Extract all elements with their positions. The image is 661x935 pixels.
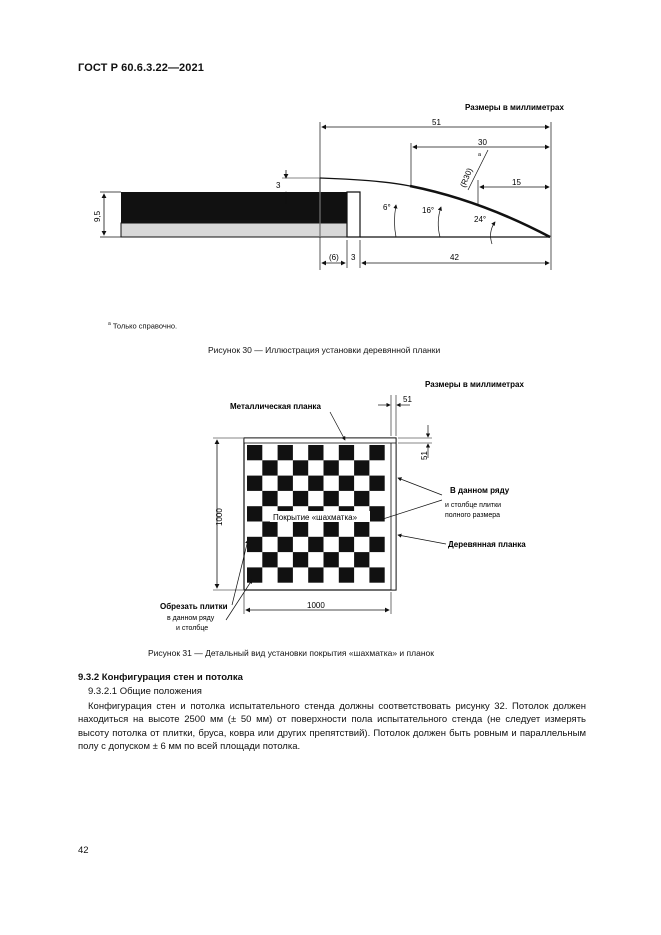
metal-strip-top (244, 438, 396, 443)
checker-square (278, 445, 293, 460)
checker-square (247, 476, 262, 491)
checker-label: Покрытие «шахматка» (273, 513, 358, 522)
checker-square (369, 445, 384, 460)
checker-square (247, 445, 262, 460)
section-title: 9.3.2 Конфигурация стен и потолка (78, 672, 243, 683)
row-note-3: полного размера (445, 512, 501, 519)
dim-9-5: 9,5 (93, 210, 102, 222)
dim-3-gap: 3 (351, 253, 356, 262)
dim-51-top: 51 (403, 395, 412, 404)
footnote-text: Только справочно. (112, 321, 178, 331)
checker-square (308, 445, 323, 460)
tile-grey-layer (121, 223, 347, 237)
checker-square (278, 567, 293, 582)
section-paragraph: Конфигурация стен и потолка испытательного стенда должны соответствовать рисунку 32. Потолок должен находиться на высоте 2500 мм (± 50 мм) от поверхности пола испытательного стенда (не следует измерять высоту потолка от плитки, бруса, ковра или других препятствий). Потолок должен быть ровным и параллельным полу с допуском ± 6 мм по всей площади потолка. (78, 701, 586, 753)
dim-1000-horizontal: 1000 (307, 601, 325, 610)
checker-square (262, 491, 277, 506)
checker-square (354, 522, 369, 537)
checker-square (369, 476, 384, 491)
angle-6: 6° (383, 203, 391, 212)
dim-42: 42 (450, 253, 459, 262)
document-header: ГОСТ Р 60.6.3.22—2021 (78, 62, 204, 74)
figure-31-drawing (0, 360, 661, 650)
checker-square (247, 537, 262, 552)
checker-square (354, 491, 369, 506)
checker-square (308, 537, 323, 552)
wood-strip-right (391, 438, 396, 590)
row-note-1: В данном ряду (450, 486, 510, 495)
page-number: 42 (78, 845, 89, 856)
checker-square (293, 522, 308, 537)
wooden-strip-vertical (347, 192, 360, 237)
checker-square (293, 460, 308, 475)
angle-16: 16° (422, 206, 435, 215)
checker-square (247, 506, 262, 521)
checker-square (278, 476, 293, 491)
cut-note-1: Обрезать плитки (160, 602, 228, 611)
fig31-units-note: Размеры в миллиметрах (425, 380, 524, 389)
dim-51-side: 51 (420, 451, 429, 460)
checker-square (278, 537, 293, 552)
checker-square (308, 476, 323, 491)
checker-square (369, 567, 384, 582)
row-note-2: и столбце плитки (445, 502, 502, 509)
dim-15: 15 (512, 178, 521, 187)
dim-3-step: 3 (276, 181, 281, 190)
figure-30-caption: Рисунок 30 — Иллюстрация установки деревянной планки (208, 345, 441, 355)
checker-square (339, 537, 354, 552)
checker-square (324, 552, 339, 567)
cut-note-2: в данном ряду (167, 615, 215, 622)
checker-square (354, 460, 369, 475)
dim-6: (6) (329, 253, 339, 262)
figure-30-drawing (0, 0, 661, 340)
checker-square (324, 522, 339, 537)
tile-black-layer (121, 192, 347, 223)
checker-square (369, 537, 384, 552)
angle-24: 24° (474, 215, 487, 224)
fig30-footnote (108, 321, 177, 331)
checker-square (262, 522, 277, 537)
checker-square (308, 567, 323, 582)
dim-51: 51 (432, 118, 441, 127)
dim-radius: (R30) (458, 166, 475, 189)
checker-square (262, 460, 277, 475)
fig30-units-note: Размеры в миллиметрах (465, 103, 564, 112)
subsection-title: 9.3.2.1 Общие положения (88, 686, 202, 697)
checker-square (247, 567, 262, 582)
checker-square (324, 460, 339, 475)
dim-1000-vertical: 1000 (215, 508, 224, 526)
figure-31-caption: Рисунок 31 — Детальный вид установки покрытия «шахматка» и планок (148, 648, 434, 658)
footnote-marker: a (108, 321, 111, 327)
metal-strip-label: Металлическая планка (230, 402, 321, 411)
checker-square (293, 491, 308, 506)
dim-radius-sup: a (478, 152, 482, 158)
dim-30: 30 (478, 138, 487, 147)
checker-square (339, 476, 354, 491)
cut-note-3: и столбце (176, 625, 209, 632)
checker-square (354, 552, 369, 567)
wood-strip-label: Деревянная планка (448, 540, 526, 549)
checker-square (324, 491, 339, 506)
checker-square (293, 552, 308, 567)
checker-square (262, 552, 277, 567)
checker-square (339, 445, 354, 460)
checker-square (339, 567, 354, 582)
